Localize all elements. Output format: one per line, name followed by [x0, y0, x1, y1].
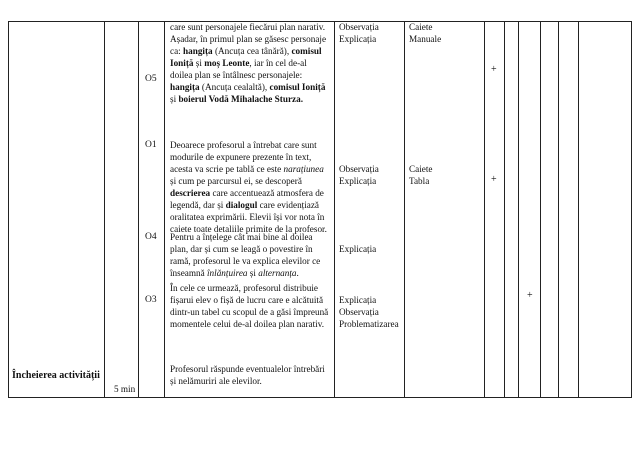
text-run-bold: boierul Vodă Mihalache Sturza. — [178, 94, 303, 104]
col-border-2 — [138, 21, 139, 398]
content-line — [170, 82, 325, 94]
col-border-10 — [558, 21, 559, 398]
content-line: Profesorul răspunde eventualelor întrebări — [170, 364, 325, 374]
check-mark: + — [491, 174, 497, 185]
check-mark: + — [527, 290, 533, 301]
resource-label: Caiete — [409, 22, 433, 32]
col-border-1 — [104, 21, 105, 398]
content-line: oralitatea exprimării. Elevii își vor nota în — [170, 212, 325, 222]
method-label: Problematizarea — [339, 319, 399, 329]
text-run-bold: hangița — [183, 46, 213, 56]
text-run: acesta va scrie pe tablă ce este — [170, 164, 284, 174]
text-run-italic: narațiunea — [283, 164, 324, 174]
content-line: și cum pe parcursul ei, se descoperă — [170, 176, 302, 186]
text-run: și — [193, 58, 205, 68]
col-border-8 — [518, 21, 519, 398]
text-run: ca: — [170, 46, 184, 56]
col-border-12 — [631, 21, 632, 398]
content-line — [170, 58, 307, 70]
content-line — [170, 188, 324, 200]
content-line: care sunt personajele fiecărui plan narativ. — [170, 22, 326, 32]
content-line: Pentru a înțelege cât mai bine al doilea — [170, 232, 313, 242]
stage-duration: 5 min — [114, 384, 136, 394]
method-label: Explicația — [339, 34, 377, 44]
text-run: care evidențiază — [257, 200, 320, 210]
text-run-bold: descrierea — [170, 188, 211, 198]
col-border-7 — [504, 21, 505, 398]
content-line: modurile de expunere prezente în text, — [170, 152, 312, 162]
text-run-bold: Ioniță — [170, 58, 194, 68]
resource-label: Tabla — [409, 176, 430, 186]
text-run: înseamnă — [170, 268, 207, 278]
text-run-bold: hangița — [170, 82, 200, 92]
method-label: Explicația — [339, 176, 377, 186]
text-run: care accentuează atmosfera de — [210, 188, 324, 198]
objective-label: O3 — [145, 295, 157, 305]
col-border-11 — [578, 21, 579, 398]
objective-label: O4 — [145, 232, 157, 242]
text-run: legendă, dar și — [170, 200, 226, 210]
content-line: ramă, profesorul le va explica elevilor ce — [170, 256, 321, 266]
col-border-5 — [404, 21, 405, 398]
resource-label: Manuale — [409, 34, 442, 44]
content-line: fișarui elev o fișă de lucru care e alcătuită — [170, 295, 324, 305]
text-run-bold: comisul Ioniță — [269, 82, 326, 92]
content-line: plan, dar și cum se leagă o povestire în — [170, 244, 313, 254]
method-label: Observația — [339, 307, 379, 317]
content-line — [170, 94, 303, 106]
col-border-3 — [164, 21, 165, 398]
check-mark: + — [491, 64, 497, 75]
content-line — [170, 268, 299, 280]
content-line — [170, 164, 324, 176]
text-run: , iar în cel de-al — [249, 58, 307, 68]
col-border-9 — [540, 21, 541, 398]
col-border-6 — [484, 21, 485, 398]
objective-label: O1 — [145, 140, 157, 150]
text-run: și — [247, 268, 259, 278]
text-run-italic: alternanța — [258, 268, 297, 278]
col-border-0 — [8, 21, 9, 398]
text-run-bold: dialogul — [225, 200, 258, 210]
method-label: Explicația — [339, 244, 377, 254]
text-run: (Ancuța cealaltă), — [199, 82, 270, 92]
objective-label: O5 — [145, 74, 157, 84]
text-run-italic: înlănțuirea — [207, 268, 248, 278]
text-run: și — [170, 94, 179, 104]
stage-title: Încheierea activității — [12, 370, 100, 381]
col-border-4 — [334, 21, 335, 398]
method-label: Explicația — [339, 295, 377, 305]
content-line — [170, 46, 322, 58]
resource-label: Caiete — [409, 164, 433, 174]
content-line: și nelămuriri ale elevilor. — [170, 376, 262, 386]
content-line: Deoarece profesorul a întrebat care sunt — [170, 140, 317, 150]
content-line — [170, 200, 319, 212]
text-run: (Ancuța cea tânără), — [212, 46, 292, 56]
content-line: Așadar, în primul plan se găsesc personaje — [170, 34, 327, 44]
text-run: . — [296, 268, 299, 278]
text-run-bold: moș Leonte — [204, 58, 250, 68]
text-run-bold: comisul — [291, 46, 322, 56]
content-line: În cele ce urmează, profesorul distribuie — [170, 283, 318, 293]
content-line: caiete toate detaliile primite de la profesor. — [170, 224, 327, 234]
method-label: Observația — [339, 22, 379, 32]
method-label: Observația — [339, 164, 379, 174]
content-line: momentele celui de-al doilea plan narativ. — [170, 319, 324, 329]
table-bottom-border — [8, 397, 632, 398]
content-line: doilea plan se întâlnesc personajele: — [170, 70, 303, 80]
content-line: dintr-un tabel cu scopul de a găsi împreună — [170, 307, 329, 317]
